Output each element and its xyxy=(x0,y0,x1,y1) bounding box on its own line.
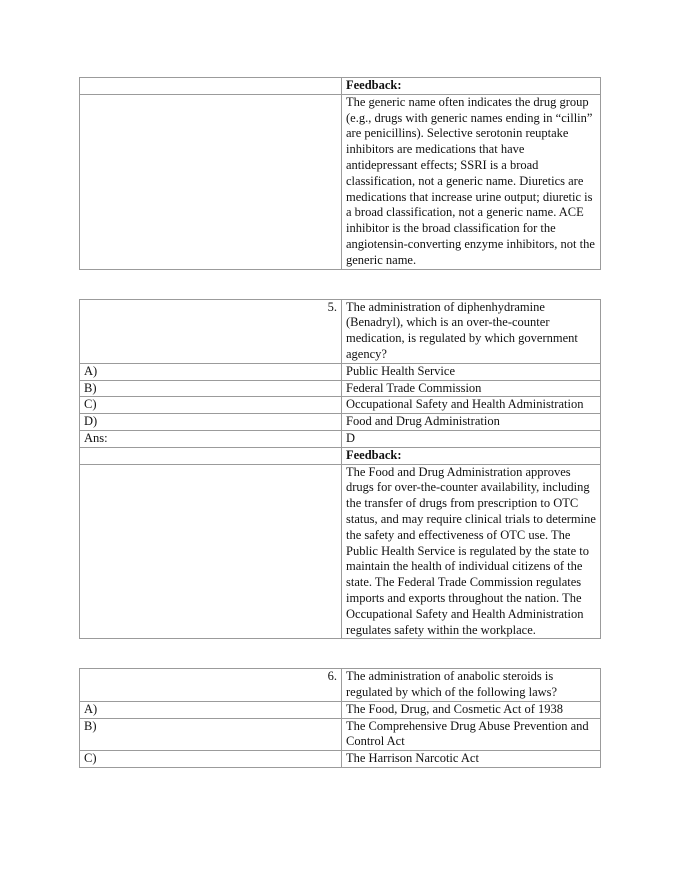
option-row xyxy=(80,701,601,718)
question-5-table xyxy=(79,299,601,640)
option-label: C) xyxy=(80,751,342,768)
feedback-text: The generic name often indicates the drug group (e.g., drugs with generic names ending in “cillin” are penicillins). Selective serotonin reuptake inhibitors are medications that have antidepressant effects; SSRI is a broad classification, not a generic name. Diuretics are medications that increase urine output; diuretic is a broad classification, not a generic name. ACE inhibitor is the broad classification for the angiotensin-converting enzyme inhibitors, not the generic name. xyxy=(342,94,601,269)
option-row xyxy=(80,718,601,751)
option-label: B) xyxy=(80,380,342,397)
answer-value: D xyxy=(342,430,601,447)
empty-cell xyxy=(80,78,342,95)
option-label: B) xyxy=(80,718,342,751)
option-text: Food and Drug Administration xyxy=(342,414,601,431)
option-text: The Harrison Narcotic Act xyxy=(342,751,601,768)
option-text: The Food, Drug, and Cosmetic Act of 1938 xyxy=(342,701,601,718)
option-row xyxy=(80,414,601,431)
question-6-table xyxy=(79,668,601,768)
empty-cell xyxy=(80,447,342,464)
option-label: D) xyxy=(80,414,342,431)
table-row xyxy=(80,464,601,639)
option-text: Federal Trade Commission xyxy=(342,380,601,397)
question-row xyxy=(80,299,601,363)
answer-row xyxy=(80,430,601,447)
option-label: C) xyxy=(80,397,342,414)
question-text: The administration of anabolic steroids is regulated by which of the following laws? xyxy=(342,669,601,702)
feedback-table xyxy=(79,77,601,270)
answer-label: Ans: xyxy=(80,430,342,447)
table-row xyxy=(80,78,601,95)
table-row xyxy=(80,94,601,269)
empty-cell xyxy=(80,94,342,269)
option-label: A) xyxy=(80,363,342,380)
option-row xyxy=(80,751,601,768)
option-text: Public Health Service xyxy=(342,363,601,380)
question-row xyxy=(80,669,601,702)
option-text: Occupational Safety and Health Administration xyxy=(342,397,601,414)
question-text: The administration of diphenhydramine (Benadryl), which is an over-the-counter medication, is regulated by which government agency? xyxy=(342,299,601,363)
option-row xyxy=(80,397,601,414)
option-row xyxy=(80,380,601,397)
question-number: 5. xyxy=(80,299,342,363)
question-number: 6. xyxy=(80,669,342,702)
feedback-label: Feedback: xyxy=(342,447,601,464)
feedback-label: Feedback: xyxy=(342,78,601,95)
table-row xyxy=(80,447,601,464)
option-row xyxy=(80,363,601,380)
feedback-text: The Food and Drug Administration approves drugs for over-the-counter availability, including the transfer of drugs from prescription to OTC status, and may require clinical trials to determine the safety and effectiveness of OTC use. The Public Health Service is regulated by the state to maintain the health of individual citizens of the state. The Federal Trade Commission regulates imports and exports throughout the nation. The Occupational Safety and Health Administration regulates safety within the workplace. xyxy=(342,464,601,639)
empty-cell xyxy=(80,464,342,639)
option-label: A) xyxy=(80,701,342,718)
option-text: The Comprehensive Drug Abuse Prevention and Control Act xyxy=(342,718,601,751)
